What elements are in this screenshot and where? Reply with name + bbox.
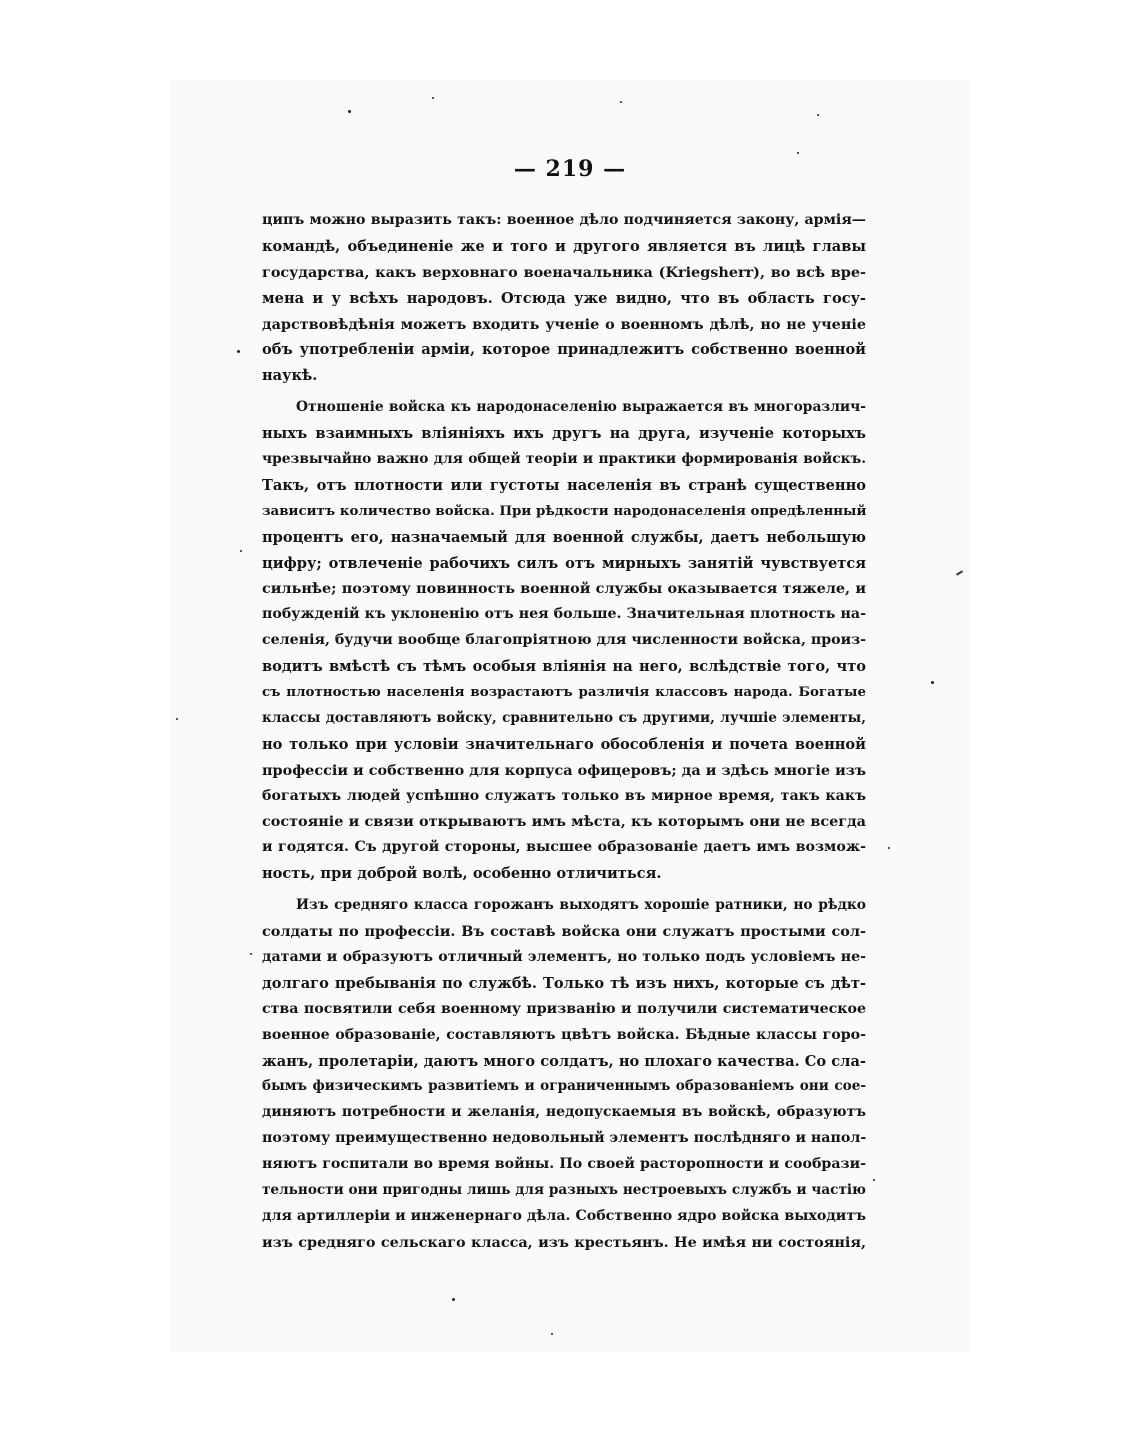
body-text (262, 208, 866, 1256)
text-line: побужденій къ уклоненію отъ нея больше. Значительная плотность на- (262, 606, 866, 623)
scan-speck (240, 550, 242, 552)
text-line: дарствовѣдѣнія можетъ входить ученіе о военномъ дѣлѣ, но не ученіе (262, 315, 866, 333)
text-line: ность, при доброй волѣ, особенно отличиться. (262, 865, 662, 883)
scan-speck (551, 1333, 553, 1335)
scan-speck (452, 1298, 455, 1301)
text-line: Отношеніе войска къ народонаселенію выражается въ многоразлич- (296, 399, 866, 416)
scan-speck (873, 1179, 875, 1181)
text-line: няютъ госпитали во время войны. По своей расторопности и сообрази- (262, 1156, 866, 1173)
text-line: ства посвятили себя военному призванію и получили систематическое (262, 1000, 866, 1017)
text-line: селенія, будучи вообще благопріятною для численности войска, произ- (262, 632, 866, 649)
text-line: ципъ можно выразить такъ: военное дѣло подчиняется закону, армія— (262, 212, 866, 228)
scan-speck (817, 114, 819, 116)
scan-speck (620, 101, 622, 103)
text-line: богатыхъ людей успѣшно служатъ только въ мирное время, такъ какъ (262, 787, 866, 804)
text-line: и годятся. Съ другой стороны, высшее образованіе даетъ имъ возмож- (262, 839, 866, 856)
text-line: водитъ вмѣстѣ съ тѣмъ особыя вліянія на него, вслѣдствіе того, что (262, 658, 866, 676)
scan-speck (250, 953, 252, 955)
text-line: диняютъ потребности и желанія, недопускаемыя въ войскѣ, образуютъ (262, 1104, 866, 1121)
scan-speck (432, 97, 434, 99)
scan-speck (797, 152, 799, 154)
scan-speck (237, 350, 240, 353)
text-line: долгаго пребыванія по службѣ. Только тѣ изъ нихъ, которые съ дѣт- (262, 974, 866, 992)
text-line: съ плотностью населенія возрастаютъ различія классовъ народа. Богатые (262, 684, 866, 701)
text-line: командѣ, объединеніе же и того и другого является въ лицѣ главы (262, 237, 866, 255)
text-line: военное образованіе, составляютъ цвѣтъ войска. Бѣдные классы горо- (262, 1026, 866, 1043)
text-line: но только при условіи значительнаго обособленія и почета военной (262, 735, 866, 753)
scan-speck (931, 681, 934, 684)
text-line: объ употребленіи арміи, которое принадлежитъ собственно военной (262, 341, 866, 359)
text-line: жанъ, пролетаріи, даютъ много солдатъ, но плохаго качества. Со сла- (262, 1052, 866, 1070)
text-line: государства, какъ верховнаго военачальника (Kriegsherr), во всѣ вре- (262, 263, 866, 281)
text-line: датами и образуютъ отличный элементъ, но только подъ условіемъ не- (262, 948, 866, 965)
text-line: ныхъ взаимныхъ вліяніяхъ ихъ другъ на друга, изученіе которыхъ (262, 425, 866, 443)
text-line: для артиллеріи и инженернаго дѣла. Собственно ядро войска выходитъ (262, 1207, 866, 1224)
text-line: классы доставляютъ войску, сравнительно съ другими, лучшіе элементы, (262, 709, 866, 726)
text-line: сильнѣе; поэтому повинность военной службы оказывается тяжеле, и (262, 580, 866, 598)
text-line: цифру; отвлеченіе рабочихъ силъ отъ мирныхъ занятій чувствуется (262, 554, 866, 572)
text-line: тельности они пригодны лишь для разныхъ нестроевыхъ службъ и частію (262, 1181, 866, 1198)
text-line: наукѣ. (262, 367, 318, 385)
text-line: процентъ его, назначаемый для военной службы, даетъ небольшую (262, 528, 866, 546)
scan-speck (176, 718, 178, 720)
text-line: поэтому преимущественно недовольный элементъ послѣдняго и напол- (262, 1130, 866, 1147)
text-line: Изъ средняго класса горожанъ выходятъ хорошіе ратники, но рѣдко (296, 897, 866, 914)
text-line: бымъ физическимъ развитіемъ и ограниченнымъ образованіемъ они сое- (262, 1078, 866, 1095)
page-number: — 219 — (513, 156, 627, 182)
text-line: чрезвычайно важно для общей теоріи и практики формированія войскъ. (262, 451, 866, 468)
text-line: зависитъ количество войска. При рѣдкости народонаселенія опредѣленный (262, 502, 866, 519)
text-line: Такъ, отъ плотности или густоты населенія въ странѣ существенно (262, 476, 866, 494)
text-line: мена и у всѣхъ народовъ. Отсюда уже видно, что въ область госу- (262, 289, 866, 307)
scan-speck (348, 110, 351, 113)
text-line: состояніе и связи открываютъ имъ мѣста, къ которымъ они не всегда (262, 813, 866, 831)
scan-speck (888, 847, 890, 849)
text-line: солдаты по профессіи. Въ составѣ войска они служатъ простыми сол- (262, 923, 866, 941)
text-line: профессіи и собственно для корпуса офицеровъ; да и здѣсь многіе изъ (262, 761, 866, 779)
text-line: изъ средняго сельскаго класса, изъ крестьянъ. Не имѣя ни состоянія, (262, 1233, 866, 1251)
